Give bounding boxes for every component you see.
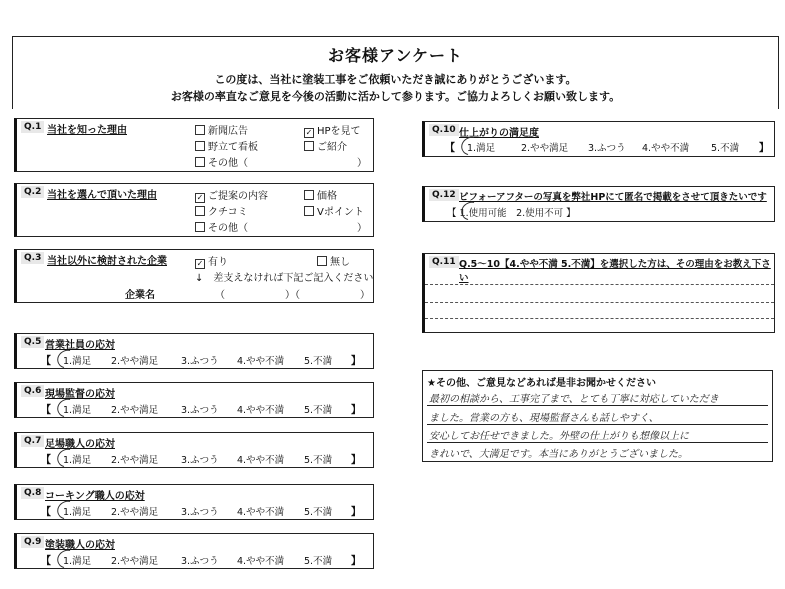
q10-rating-5[interactable]: 5.不満: [711, 143, 740, 154]
q8-title: コーキング職人の応対: [45, 491, 145, 502]
q7-number: Q.7: [21, 435, 44, 447]
checkbox-icon[interactable]: [195, 157, 205, 167]
q3-box: [14, 249, 374, 303]
q2-option-reviews[interactable]: クチコミ: [195, 203, 248, 218]
q7-rating-1[interactable]: 1.満足: [63, 455, 92, 466]
checkbox-icon[interactable]: [195, 206, 205, 216]
q1-option-other[interactable]: その他（: [195, 154, 248, 169]
checkbox-icon[interactable]: [304, 190, 314, 200]
q5-box: [14, 333, 374, 369]
survey-title: お客様アンケート: [327, 46, 464, 65]
q2-other-close: ）: [357, 223, 367, 234]
q8-box: [14, 484, 374, 520]
q5-title: 営業社員の応対: [45, 340, 115, 351]
checkbox-icon[interactable]: [195, 141, 205, 151]
q1-title: 当社を知った理由: [47, 125, 127, 136]
q7-box: [14, 432, 374, 468]
q10-rating-4[interactable]: 4.やや不満: [642, 143, 690, 154]
q1-box: [14, 118, 374, 172]
q9-title: 塗装職人の応対: [45, 540, 115, 551]
handwritten-line-1: 最初の相談から、工事完了まで、とても丁寧に対応していただき: [429, 394, 719, 405]
q3-number: Q.3: [21, 252, 44, 264]
handwritten-line-4: きれいで、大満足です。本当にありがとうございました。: [429, 449, 688, 460]
bracket-open: 【: [41, 556, 51, 567]
intro-line-2: お客様の率直なご意見を今後の活動に活かして参ります。ご協力よろしくお願い致します。: [170, 90, 621, 103]
q7-title: 足場職人の応対: [45, 439, 115, 450]
bracket-close: 】: [759, 143, 769, 154]
q11-box: [422, 253, 775, 333]
q6-rating-4[interactable]: 4.やや不満: [237, 405, 285, 416]
bracket-open: 【: [41, 356, 51, 367]
q9-rating-1[interactable]: 1.満足: [63, 556, 92, 567]
bracket-open: 【: [445, 143, 455, 154]
checkbox-icon[interactable]: [304, 206, 314, 216]
answer-line: [425, 284, 774, 285]
q11-title: Q.5～10【4.やや不満 5.不満】を選択した方は、その理由をお教え下さい: [459, 259, 771, 284]
q5-rating-3[interactable]: 3.ふつう: [181, 356, 219, 367]
q9-number: Q.9: [21, 536, 44, 548]
comments-box: [422, 370, 773, 462]
q2-option-other[interactable]: その他（: [195, 219, 248, 234]
q9-rating-4[interactable]: 4.やや不満: [237, 556, 285, 567]
intro-line-1: この度は、当社に塗装工事をご依頼いただき誠にありがとうございます。: [214, 73, 577, 86]
checkbox-icon[interactable]: [317, 256, 327, 266]
q1-option-website[interactable]: ✓ HPを見て: [305, 126, 361, 137]
q6-title: 現場監督の応対: [45, 389, 115, 400]
survey-header: [12, 36, 779, 109]
bracket-close: 】: [351, 455, 361, 466]
checkmark-icon[interactable]: ✓: [196, 259, 204, 268]
q2-number: Q.2: [21, 186, 44, 198]
bracket-open: 【: [41, 455, 51, 466]
q7-rating-3[interactable]: 3.ふつう: [181, 455, 219, 466]
q12-number: Q.12: [429, 189, 459, 201]
q2-option-vpoint[interactable]: Vポイント: [304, 203, 364, 218]
q7-rating-5[interactable]: 5.不満: [304, 455, 333, 466]
q11-number: Q.11: [429, 256, 459, 268]
q10-rating-2[interactable]: 2.やや満足: [521, 143, 569, 154]
q6-rating-5[interactable]: 5.不満: [304, 405, 333, 416]
q8-rating-5[interactable]: 5.不満: [304, 507, 333, 518]
q5-rating-1[interactable]: 1.満足: [63, 356, 92, 367]
q2-option-proposal[interactable]: ✓ ご提案の内容: [196, 191, 268, 202]
q1-option-billboard[interactable]: 野立て看板: [195, 138, 258, 153]
q12-box: [422, 186, 775, 222]
comment-line: [427, 442, 768, 443]
checkmark-icon[interactable]: ✓: [196, 193, 204, 202]
checkbox-icon[interactable]: [195, 125, 205, 135]
q3-option-no[interactable]: 無し: [317, 253, 350, 268]
q5-rating-2[interactable]: 2.やや満足: [111, 356, 159, 367]
q5-rating-4[interactable]: 4.やや不満: [237, 356, 285, 367]
q9-box: [14, 533, 374, 569]
q12-title: ビフォーアフターの写真を弊社HPにて匿名で掲載をさせて頂きたいです: [459, 192, 767, 203]
q8-rating-2[interactable]: 2.やや満足: [111, 507, 159, 518]
q1-option-referral[interactable]: ご紹介: [304, 138, 347, 153]
bracket-close: 】: [351, 356, 361, 367]
q9-rating-2[interactable]: 2.やや満足: [111, 556, 159, 567]
q6-rating-2[interactable]: 2.やや満足: [111, 405, 159, 416]
checkbox-icon[interactable]: [304, 141, 314, 151]
q9-rating-5[interactable]: 5.不満: [304, 556, 333, 567]
bracket-close: 】: [351, 507, 361, 518]
q8-rating-1[interactable]: 1.満足: [63, 507, 92, 518]
q12-options[interactable]: 【 1.使用可能 2.使用不可 】: [447, 208, 576, 219]
q2-option-price[interactable]: 価格: [304, 187, 337, 202]
bracket-close: 】: [351, 556, 361, 567]
bracket-close: 】: [351, 405, 361, 416]
q5-rating-5[interactable]: 5.不満: [304, 356, 333, 367]
q5-number: Q.5: [21, 336, 44, 348]
bracket-open: 【: [41, 405, 51, 416]
q7-rating-2[interactable]: 2.やや満足: [111, 455, 159, 466]
q6-rating-3[interactable]: 3.ふつう: [181, 405, 219, 416]
q3-note: ↓ 差支えなければ下記ご記入ください: [195, 273, 374, 284]
handwritten-line-2: ました。営業の方も、現場監督さんも話しやすく、: [429, 413, 659, 424]
q6-box: [14, 382, 374, 418]
bracket-open: 【: [41, 507, 51, 518]
q10-rating-1[interactable]: 1.満足: [467, 143, 496, 154]
answer-line: [425, 318, 774, 319]
checkmark-icon[interactable]: ✓: [305, 128, 313, 137]
checkbox-icon[interactable]: [195, 222, 205, 232]
q6-rating-1[interactable]: 1.満足: [63, 405, 92, 416]
q1-number: Q.1: [21, 121, 44, 133]
q3-option-yes[interactable]: ✓ 有り: [196, 257, 228, 268]
comments-title: ★その他、ご意見などあれば是非お聞かせください: [427, 378, 656, 389]
comment-line: [427, 405, 768, 406]
q1-other-close: ）: [357, 158, 367, 169]
q6-number: Q.6: [21, 385, 44, 397]
q2-box: [14, 183, 374, 237]
q8-rating-4[interactable]: 4.やや不満: [237, 507, 285, 518]
comment-line: [427, 424, 768, 425]
q10-rating-3[interactable]: 3.ふつう: [588, 143, 626, 154]
q8-number: Q.8: [21, 487, 44, 499]
q10-box: [422, 121, 775, 157]
q7-rating-4[interactable]: 4.やや不満: [237, 455, 285, 466]
company-label: 企業名: [125, 290, 155, 301]
q10-title: 仕上がりの満足度: [459, 128, 539, 139]
q8-rating-3[interactable]: 3.ふつう: [181, 507, 219, 518]
q2-title: 当社を選んで頂いた理由: [47, 190, 157, 201]
handwritten-line-3: 安心してお任せできました。外壁の仕上がりも想像以上に: [429, 431, 689, 442]
q10-number: Q.10: [429, 124, 459, 136]
answer-line: [425, 302, 774, 303]
q1-option-newspaper[interactable]: 新聞広告: [195, 122, 248, 137]
q9-rating-3[interactable]: 3.ふつう: [181, 556, 219, 567]
company-fields[interactable]: （ ）（ ）: [215, 290, 370, 301]
q3-title: 当社以外に検討された企業: [47, 256, 167, 267]
